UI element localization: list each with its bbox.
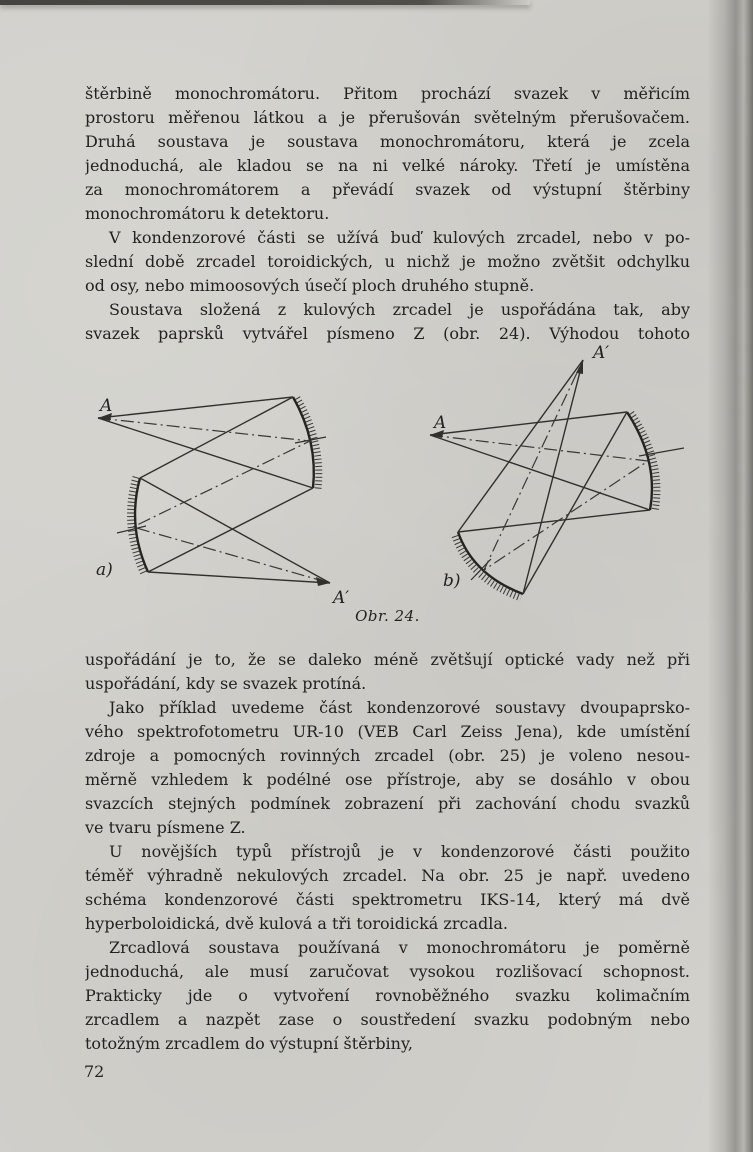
point-label-A-prime: A′ [593, 343, 610, 363]
ray [148, 572, 330, 583]
text-line: měrně vzhledem k podélné ose přístroje, aby se dosáhlo v obou [85, 770, 690, 789]
ray [430, 412, 627, 435]
text-line: hyperboloidická, dvě kulová a tři toroidická zrcadla. [85, 914, 508, 933]
figure-caption: Obr. 24. [355, 607, 420, 625]
ray [98, 418, 313, 488]
text-line: svazcích stejných podmínek zobrazení při zachování chodu svazků [85, 794, 690, 813]
diagram-a [96, 396, 349, 608]
optical-axis [430, 360, 648, 570]
text-line: od osy, nebo mimoosových úsečí ploch druhého stupně. [85, 276, 535, 295]
ray [458, 510, 650, 532]
text-line: uspořádání je to, že se daleko méně zvětšují optické vady než při [85, 650, 690, 669]
text-line: prostoru měřenou látkou a je přerušován světelným přerušovačem. [85, 108, 690, 127]
text-line: Prakticky jde o vytvoření rovnoběžného svazku kolimačním [85, 986, 690, 1005]
ray [458, 360, 583, 532]
ray [430, 435, 650, 510]
text-line: slední době zrcadel toroidických, u nichž je možno zvětšit odchylku [85, 252, 690, 271]
text-line: svazek paprsků vytvářel písmeno Z (obr. 24). Výhodou tohoto [85, 324, 690, 343]
point-label-A-prime: A′ [333, 588, 350, 608]
text-line: Jako příklad uvedeme část kondenzorové soustavy dvoupaprsko- [109, 698, 690, 717]
diagram-b [430, 343, 684, 598]
text-column-below-figure [85, 648, 690, 1056]
text-column-above-figure [85, 82, 690, 346]
text-line: štěrbině monochromátoru. Přitom prochází svazek v měřicím [85, 84, 690, 103]
figure-obr-24 [0, 340, 753, 645]
text-line: totožným zrcadlem do výstupní štěrbiny, [85, 1034, 413, 1053]
ray [523, 360, 583, 594]
text-line: téměř výhradně nekulových zrcadel. Na obr. 25 je např. uvedeno [85, 866, 690, 885]
ray [140, 397, 293, 478]
text-line: Zrcadlová soustava používaná v monochromátoru je poměrně [109, 938, 690, 957]
point-label-A: A [434, 413, 447, 433]
ray [523, 412, 627, 594]
diagram-label-a: a) [96, 560, 113, 580]
text-line: zdroje a pomocných rovinných zrcadel (obr. 25) je voleno nesou- [85, 746, 690, 765]
text-line: U novějších typů přístrojů je v kondenzorové části použito [109, 842, 690, 861]
text-line: uspořádání, kdy se svazek protíná. [85, 674, 367, 693]
text-line: schéma kondenzorové části spektrometru IKS-14, který má dvě [85, 890, 690, 909]
text-line: vého spektrofotometru UR-10 (VEB Carl Zeiss Jena), kde umístění [85, 722, 690, 741]
text-line: Druhá soustava je soustava monochromátoru, která je zcela [85, 132, 690, 151]
point-label-A: A [100, 396, 113, 416]
ray [98, 397, 293, 418]
text-line: monochromátoru k detektoru. [85, 204, 330, 223]
text-line: za monochromátorem a převádí svazek od výstupní štěrbiny [85, 180, 690, 199]
text-line: V kondenzorové části se užívá buď kulových zrcadel, nebo v po- [109, 228, 690, 247]
text-line: zrcadlem a nazpět zase o soustředení svazku podobným nebo [85, 1010, 690, 1029]
text-line: jednoduchá, ale kladou se na ni velké nároky. Třetí je umístěna [85, 156, 690, 175]
diagram-label-b: b) [443, 571, 461, 591]
page-number: 72 [84, 1062, 105, 1081]
text-line: Soustava složená z kulových zrcadel je uspořádána tak, aby [109, 300, 690, 319]
text-line: ve tvaru písmene Z. [85, 818, 246, 837]
concave-mirror-left [135, 478, 148, 572]
page-top-edge-shadow [0, 0, 530, 5]
text-line: jednoduchá, ale musí zaručovat vysokou rozlišovací schopnost. [85, 962, 690, 981]
